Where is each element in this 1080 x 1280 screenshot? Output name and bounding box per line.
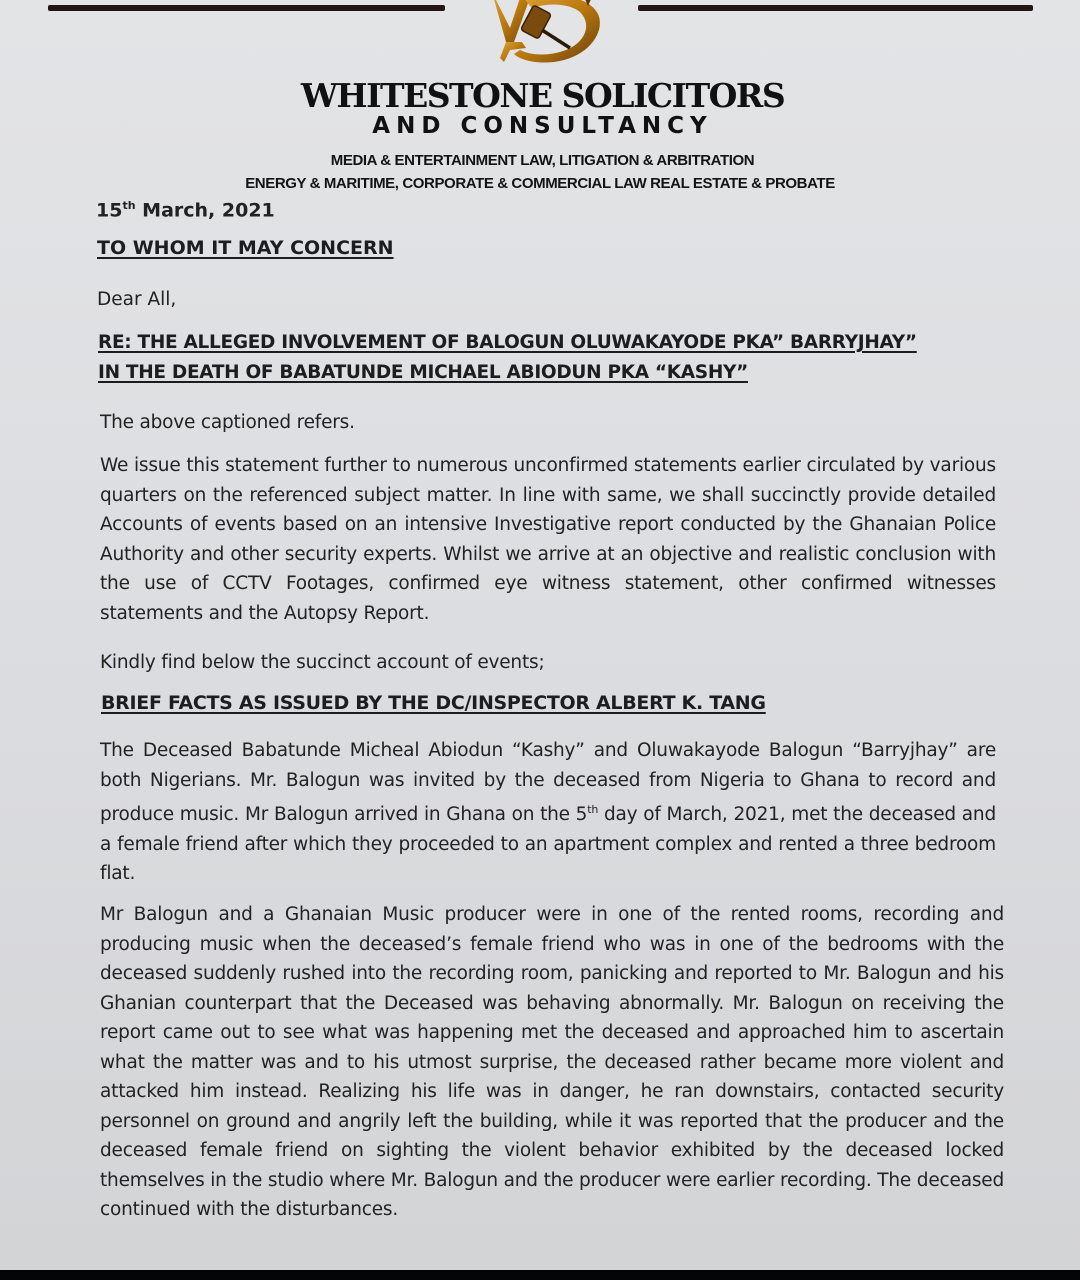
firm-name: WHITESTONE SOLICITORS bbox=[300, 76, 785, 115]
paragraph-facts-1 bbox=[100, 736, 996, 889]
addressee-heading: TO WHOM IT MAY CONCERN bbox=[97, 237, 394, 259]
paragraph-account-intro: Kindly find below the succinct account of events; bbox=[100, 652, 545, 673]
paragraph-statement-purpose: We issue this statement further to numerous unconfirmed statements earlier circulated by various quarters on the referenced subject matter. In line with same, we shall succinctly provide detailed Accounts of events based on an intensive Investigative report conducted by the Ghanaian Police Authority and other security experts. Whilst we arrive at an objective and realistic conclusion with the use of CCTV Footages, confirmed eye witness statement, other confirmed witnesses statements and the Autopsy Report. bbox=[100, 455, 996, 624]
bottom-black-band bbox=[0, 1270, 1080, 1280]
firm-subtitle: AND CONSULTANCY bbox=[372, 113, 713, 139]
date-day: 15 bbox=[96, 199, 123, 222]
date-suffix: th bbox=[122, 199, 136, 212]
salutation: Dear All, bbox=[97, 289, 177, 310]
brief-facts-heading: BRIEF FACTS AS ISSUED BY THE DC/INSPECTOR ALBERT K. TANG bbox=[101, 692, 766, 714]
facts-1-text-b: day of March, 2021, met the deceased and a female friend after which they proceeded to an apartment complex and rented a three bedroom flat. bbox=[100, 804, 996, 885]
header-rule-left bbox=[48, 5, 445, 11]
subject-line-1: RE: THE ALLEGED INVOLVEMENT OF BALOGUN OLUWAKAYODE PKA” BARRYJHAY” bbox=[98, 332, 917, 353]
date-month-year: March, 2021 bbox=[135, 199, 275, 222]
paragraph-captioned-refers: The above captioned refers. bbox=[100, 412, 355, 433]
practice-areas-line-2: ENERGY & MARITIME, CORPORATE & COMMERCIAL LAW REAL ESTATE & PROBATE bbox=[245, 175, 835, 192]
gavel-monogram-logo-icon bbox=[470, 0, 620, 70]
letter-date bbox=[96, 191, 275, 226]
subject-heading bbox=[98, 328, 917, 388]
subject-line-2: IN THE DEATH OF BABATUNDE MICHAEL ABIODUN PKA “KASHY” bbox=[98, 362, 748, 383]
practice-areas-line-1: MEDIA & ENTERTAINMENT LAW, LITIGATION & ARBITRATION bbox=[330, 152, 755, 169]
header-rule-right bbox=[638, 5, 1033, 11]
facts-1-text-a: The Deceased Babatunde Micheal Abiodun “Kashy” and Oluwakayode Balogun “Barryjhay” are both Nigerians. Mr. Balogun was invited by the deceased from Nigeria to Ghana to record and produce music. Mr Balogun arrived in Ghana on the 5 bbox=[100, 740, 996, 826]
facts-1-ordinal: th bbox=[587, 803, 599, 816]
paragraph-facts-2: Mr Balogun and a Ghanaian Music producer were in one of the rented rooms, recording and producing music when the deceased’s female friend who was in one of the bedrooms with the deceased suddenly rushed into the recording room, panicking and reported to Mr. Balogun and his Ghanian counterpart that the Deceased was behaving abnormally. Mr. Balogun on receiving the report came out to see what was happening met the deceased and approached him to ascertain what the matter was and to his utmost surprise, the deceased rather became more violent and attacked him instead. Realizing his life was in danger, he ran downstairs, contacted security personnel on ground and angrily left the building, while it was reported that the producer and the deceased female friend on sighting the violent behavior exhibited by the deceased locked themselves in the studio where Mr. Balogun and the producer were earlier recording. The deceased continued with the disturbances. bbox=[100, 904, 1004, 1220]
